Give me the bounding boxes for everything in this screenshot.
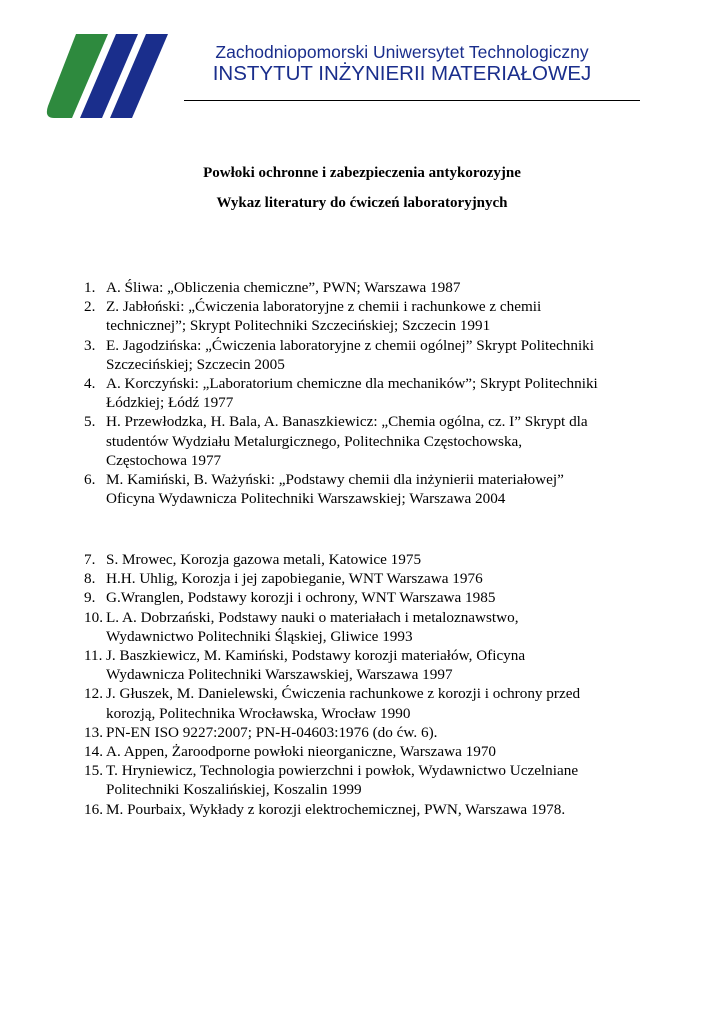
reference-item bbox=[0, 723, 680, 742]
zut-logo bbox=[46, 34, 174, 118]
reference-item bbox=[0, 569, 680, 588]
document-subtitle: Wykaz literatury do ćwiczeń laboratoryjnych bbox=[216, 195, 508, 211]
reference-text-line: A. Śliwa: „Obliczenia chemiczne”, PWN; Warszawa 1987 bbox=[106, 279, 461, 296]
reference-number: 3. bbox=[84, 336, 96, 354]
reference-item bbox=[0, 742, 680, 761]
reference-number: 14. bbox=[84, 743, 103, 761]
reference-text-line: A. Appen, Żaroodporne powłoki nieorganiczne, Warszawa 1970 bbox=[106, 743, 497, 761]
reference-text-line: H.H. Uhlig, Korozja i jej zapobieganie, WNT Warszawa 1976 bbox=[106, 570, 483, 588]
reference-number: 8. bbox=[84, 570, 96, 588]
reference-text-line: Szczecińskiej; Szczecin 2005 bbox=[106, 355, 285, 373]
reference-list-1 bbox=[0, 278, 680, 508]
reference-number: 6. bbox=[84, 471, 96, 489]
reference-text-line: korozją, Politechnika Wrocławska, Wrocław 1990 bbox=[106, 704, 411, 722]
reference-text-line: Wydawnictwo Politechniki Śląskiej, Gliwice 1993 bbox=[106, 627, 413, 645]
reference-number: 11. bbox=[84, 647, 103, 665]
reference-text-line: E. Jagodzińska: „Ćwiczenia laboratoryjne z chemii ogólnej” Skrypt Politechniki bbox=[106, 336, 594, 354]
reference-text-line: technicznej”; Skrypt Politechniki Szczecińskiej; Szczecin 1991 bbox=[106, 317, 491, 335]
reference-item bbox=[0, 550, 680, 569]
reference-text-line: Z. Jabłoński: „Ćwiczenia laboratoryjne z chemii i rachunkowe z chemii bbox=[106, 298, 542, 316]
reference-item bbox=[0, 588, 680, 607]
reference-item bbox=[0, 374, 680, 412]
reference-text-line: S. Mrowec, Korozja gazowa metali, Katowice 1975 bbox=[106, 551, 422, 568]
reference-item bbox=[0, 646, 680, 684]
reference-text-line: J. Baszkiewicz, M. Kamiński, Podstawy korozji materiałów, Oficyna bbox=[106, 647, 526, 665]
reference-number: 9. bbox=[84, 589, 96, 607]
reference-number: 4. bbox=[84, 375, 96, 393]
reference-number: 13. bbox=[84, 723, 103, 741]
reference-number: 7. bbox=[84, 551, 96, 568]
reference-number: 5. bbox=[84, 413, 96, 431]
reference-item bbox=[0, 800, 680, 819]
reference-number: 1. bbox=[84, 279, 96, 296]
reference-text-line: T. Hryniewicz, Technologia powierzchni i powłok, Wydawnictwo Uczelniane bbox=[106, 762, 579, 780]
reference-item bbox=[0, 608, 680, 646]
reference-text-line: Częstochowa 1977 bbox=[106, 451, 222, 469]
reference-item bbox=[0, 336, 680, 374]
reference-text-line: A. Korczyński: „Laboratorium chemiczne dla mechaników”; Skrypt Politechniki bbox=[106, 375, 598, 393]
reference-number: 12. bbox=[84, 685, 103, 703]
reference-text-line: L. A. Dobrzański, Podstawy nauki o materiałach i metaloznawstwo, bbox=[106, 608, 519, 626]
reference-item bbox=[0, 761, 680, 799]
reference-text-line: J. Głuszek, M. Danielewski, Ćwiczenia rachunkowe z korozji i ochrony przed bbox=[106, 685, 581, 703]
reference-item bbox=[0, 684, 680, 722]
reference-text-line: Politechniki Koszalińskiej, Koszalin 1999 bbox=[106, 781, 362, 799]
reference-number: 15. bbox=[84, 762, 103, 780]
letterhead bbox=[176, 42, 628, 86]
reference-text-line: H. Przewłodzka, H. Bala, A. Banaszkiewicz: „Chemia ogólna, cz. I” Skrypt dla bbox=[106, 413, 588, 431]
reference-text-line: Łódzkiej; Łódź 1977 bbox=[106, 394, 234, 412]
reference-item bbox=[0, 278, 680, 297]
reference-item bbox=[0, 297, 680, 335]
reference-text-line: studentów Wydziału Metalurgicznego, Politechnika Częstochowska, bbox=[106, 432, 523, 450]
reference-text-line: G.Wranglen, Podstawy korozji i ochrony, WNT Warszawa 1985 bbox=[106, 589, 496, 607]
reference-item bbox=[0, 470, 680, 508]
document-title: Powłoki ochronne i zabezpieczenia antykorozyjne bbox=[203, 165, 521, 181]
institute-name: INSTYTUT INŻYNIERII MATERIAŁOWEJ bbox=[212, 62, 592, 85]
reference-number: 16. bbox=[84, 800, 103, 818]
reference-text-line: Oficyna Wydawnicza Politechniki Warszawskiej; Warszawa 2004 bbox=[106, 490, 506, 508]
reference-item bbox=[0, 412, 680, 470]
reference-number: 2. bbox=[84, 298, 96, 316]
reference-list-2 bbox=[0, 550, 680, 819]
university-name: Zachodniopomorski Uniwersytet Technologiczny bbox=[215, 42, 589, 62]
reference-text-line: Wydawnicza Politechniki Warszawskiej, Warszawa 1997 bbox=[106, 666, 453, 684]
reference-text-line: PN-EN ISO 9227:2007; PN-H-04603:1976 (do ćw. 6). bbox=[106, 723, 438, 741]
header-rule bbox=[184, 100, 640, 101]
reference-text-line: M. Pourbaix, Wykłady z korozji elektrochemicznej, PWN, Warszawa 1978. bbox=[106, 800, 566, 818]
reference-text-line: M. Kamiński, B. Ważyński: „Podstawy chemii dla inżynierii materiałowej” bbox=[106, 471, 564, 489]
reference-number: 10. bbox=[84, 608, 103, 626]
